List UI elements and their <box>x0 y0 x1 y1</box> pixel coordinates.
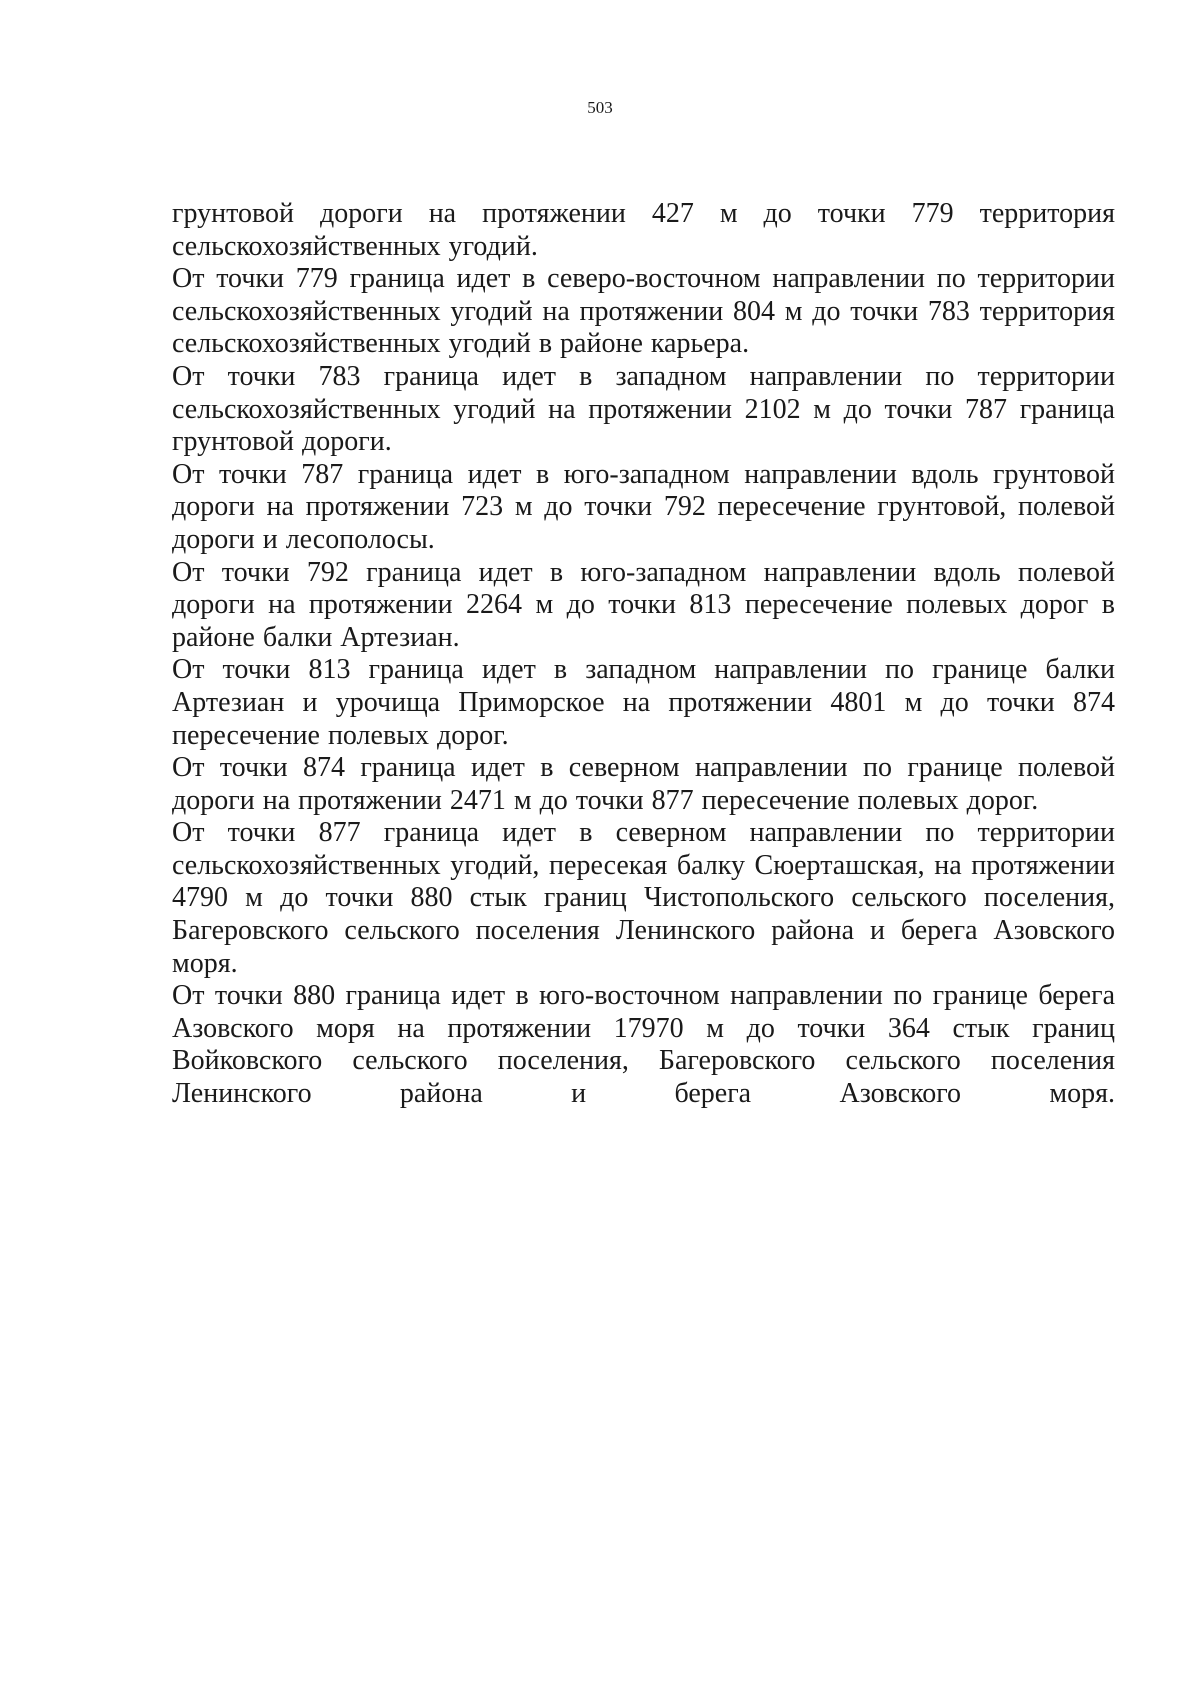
paragraph: От точки 813 граница идет в западном направлении по границе балки Артезиан и урочища Приморское на протяжении 4801 м до точки 874 пересечение полевых дорог. <box>172 654 1115 751</box>
paragraph: От точки 874 граница идет в северном направлении по границе полевой дороги на протяжении 2471 м до точки 877 пересечение полевых дорог. <box>172 752 1115 816</box>
paragraph: От точки 779 граница идет в северо-восточном направлении по территории сельскохозяйственных угодий на протяжении 804 м до точки 783 территория сельскохозяйственных угодий в районе карьера. <box>172 263 1115 360</box>
paragraph: От точки 792 граница идет в юго-западном направлении вдоль полевой дороги на протяжении 2264 м до точки 813 пересечение полевых дорог в районе балки Артезиан. <box>172 556 1115 653</box>
paragraph: От точки 877 граница идет в северном направлении по территории сельскохозяйственных угодий, пересекая балку Сюерташская, на протяжении 4790 м до точки 880 стык границ Чистопольского сельского поселения, Багеровского сельского поселения Ленинского района и берега Азовского моря. <box>172 817 1115 979</box>
paragraph: От точки 880 граница идет в юго-восточном направлении по границе берега Азовского моря на протяжении 17970 м до точки 364 стык границ Войковского сельского поселения, Багеровского сельского поселения Ленинского района и берега Азовского моря. <box>172 980 1115 1110</box>
paragraph: От точки 783 граница идет в западном направлении по территории сельскохозяйственных угодий на протяжении 2102 м до точки 787 граница грунтовой дороги. <box>172 360 1115 458</box>
document-body <box>172 198 1115 1111</box>
paragraph: От точки 787 граница идет в юго-западном направлении вдоль грунтовой дороги на протяжении 723 м до точки 792 пересечение грунтовой, полевой дороги и лесополосы. <box>172 458 1115 555</box>
page-number: 503 <box>587 98 613 117</box>
paragraph: грунтовой дороги на протяжении 427 м до точки 779 территория сельскохозяйственных угодий. <box>172 198 1115 262</box>
